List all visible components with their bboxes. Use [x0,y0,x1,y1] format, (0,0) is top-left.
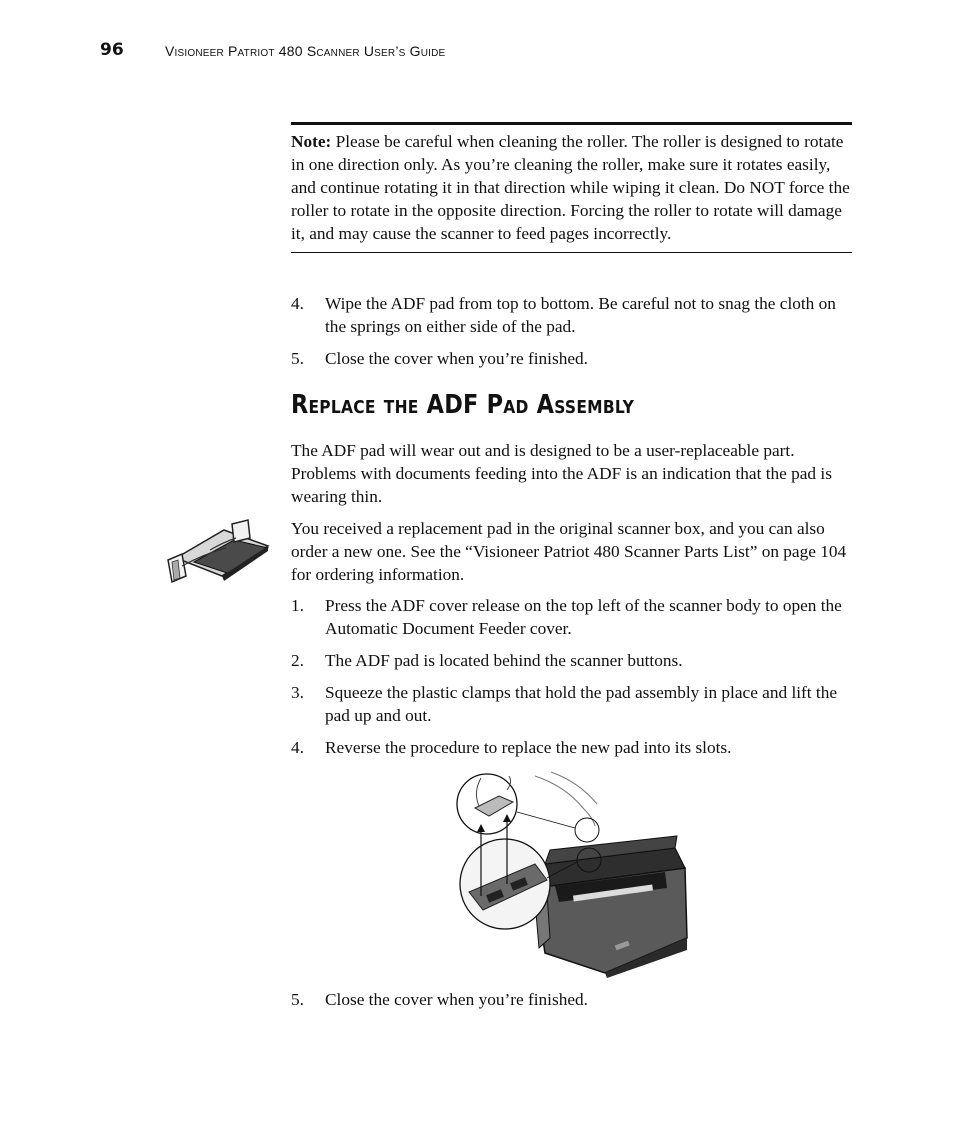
scanner-pad-removal-illustration [455,768,695,978]
note-label: Note: [291,132,332,151]
step-number: 2. [291,651,304,670]
step-number: 1. [291,596,304,615]
step-number: 4. [291,294,304,313]
section-paragraph-2: You received a replacement pad in the original scanner box, and you can also order a new one. See the “Visioneer Patriot 480 Scanner Parts List” on page 104 for ordering information. [291,519,847,584]
note-box [291,122,852,253]
step-text: Press the ADF cover release on the top left of the scanner body to open the Automatic Document Feeder cover. [325,596,842,638]
step-text: Close the cover when you’re finished. [325,349,588,368]
step-text: Reverse the procedure to replace the new pad into its slots. [325,738,732,757]
page-number: 96 [100,40,124,60]
section-heading: Replace the ADF Pad Assembly [291,390,635,420]
step-text: Close the cover when you’re finished. [325,990,588,1009]
replace-step-5 [291,988,852,1011]
step-number: 5. [291,990,304,1009]
note-text: Please be careful when cleaning the roller. The roller is designed to rotate in one direction only. As you’re cleaning the roller, make sure it rotates easily, and continue rotating it in that direction while wiping it clean. Do NOT force the roller to rotate in the opposite direction. Forcing the roller to rotate will damage it, and may cause the scanner to feed pages incorrectly. [291,132,850,243]
section-paragraph-1: The ADF pad will wear out and is designed to be a user-replaceable part. Problems with documents feeding into the ADF is an indication that the pad is wearing thin. [291,441,832,506]
replace-step-1 [291,594,852,640]
cleaning-step-4 [291,292,852,338]
step-number: 5. [291,349,304,368]
step-text: The ADF pad is located behind the scanner buttons. [325,651,683,670]
replace-step-3 [291,681,852,727]
adf-pad-illustration [164,518,274,592]
step-number: 4. [291,738,304,757]
step-text: Squeeze the plastic clamps that hold the pad assembly in place and lift the pad up and out. [325,683,838,725]
replace-step-4 [291,736,852,759]
running-title: Visioneer Patriot 480 Scanner User’s Guide [165,43,446,59]
step-number: 3. [291,683,304,702]
cleaning-step-5 [291,347,852,370]
step-text: Wipe the ADF pad from top to bottom. Be careful not to snag the cloth on the springs on either side of the pad. [325,294,836,336]
replace-step-2 [291,649,852,672]
page-header [0,40,954,66]
